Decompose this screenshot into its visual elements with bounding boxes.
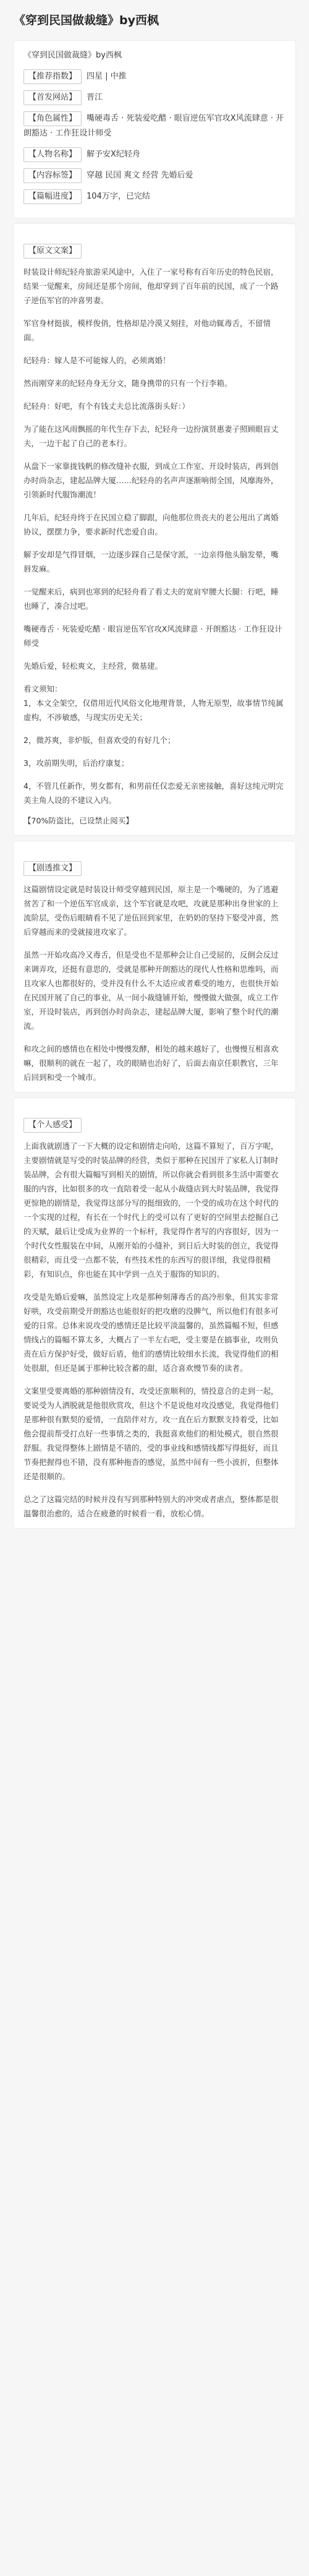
info-list xyxy=(23,69,286,204)
personal-paragraph: 上面我就剧透了一下大概的设定和剧情走向哈，这篇不算短了，百万字呢，主要剧情就是写受的时装品牌的经营，类似于那种在民国开了家私人订制时装品牌，会有很大篇幅写到相关的剧情，所以你就会看到很多生活中需要衣服的内容，比如很多的攻一直陪着受一起从小裁缝店到大时装品牌，我觉得更惊艳的剧情是，我觉得这部分写的挺细致的，一个受的成功在这个时代的一个实现的过程，有长在一个时代上的受可以有了更好的空间里去挖掘自己的天赋，最后让受成为业界的一个标杆，我觉得作者写的内容很好，因为一个时代女性服装在中间，从刚开始的小缝补，到日后大时装的创立，我觉得很精彩，而且受一点都不装，有些技术性的东西写的很详细，我觉得很精彩，有知识点，你也能在其中学到一点关于服饰的知识的。 xyxy=(23,1141,279,1279)
info-row xyxy=(23,69,286,84)
original-paragraph: 几年后，纪轻舟终于在民国立稳了脚跟，向他那位贵丧夫的老公甩出了离婚协议，摆摆力争，要求新时代恋爱自由。 xyxy=(23,513,279,536)
notice-item: 1，本文全架空，仅借用近代风俗文化地理背景，人物无原型，故事情节纯属虚构，不涉敏感，与现实历史无关； xyxy=(23,698,284,722)
original-paragraph: 先婚后爱，轻松爽文，主经营，微基建。 xyxy=(23,661,163,671)
original-paragraph: 从盘下一家靠拢钱帆的修改缝补衣服，到成立工作室、开设时装店，再到创办时尚杂志，建起品牌大厦……纪轻舟的名声声逐渐响彻全国，风靡海外，引领新时代服饰潮流！ xyxy=(23,462,279,499)
info-label: 【推荐指数】 xyxy=(23,69,82,84)
plot-text xyxy=(23,882,286,1084)
info-label: 【人物名称】 xyxy=(23,147,82,162)
original-paragraph: 纪轻舟：好吧，有个有钱丈夫总比流落街头好：） xyxy=(23,401,190,411)
original-paragraph: 解予安却是气得冒烟，一边逐步踩自己是保守派，一边亲得他头脑发晕，嘴唇发麻。 xyxy=(23,550,279,573)
info-row xyxy=(23,189,286,204)
personal-paragraph: 攻受是先婚后爱嘛，虽然设定上攻是那种刻薄毒舌的高冷形象，但其实非常好哄，攻受前期受开朗豁达也能很好的把攻磨的没脾气，所以他们有很多可爱的日常。总体来说攻受的感情还是比较平淡温馨的，虽然篇幅不短，但感情线占的篇幅不算太多，大概占了一半左右吧，受主要是在搞事业，攻则负责在后方保护好受，做好后盾，他们的感情比较细水长流，我觉得他们的相处很甜，但还是属于那种比较含蓄的甜，适合喜欢慢节奏的读者。 xyxy=(23,1292,279,1373)
notice-list xyxy=(23,696,286,807)
personal-header: 【个人感受】 xyxy=(23,1118,82,1133)
info-label: 【篇幅进度】 xyxy=(23,189,82,204)
original-paragraph: 然而刚穿来的纪轻舟身无分文，随身携带的只有一个行李箱。 xyxy=(23,379,232,388)
personal-section xyxy=(14,1098,295,1528)
original-paragraph: 嘴硬毒舌 · 死装爱吃醋 · 眼盲逆伍军官攻X风流肆意 · 开朗豁达 · 工作狂设计师受 xyxy=(23,624,282,648)
personal-paragraph: 文案里受要离婚的那种剧情没有，攻受还蛮顺利的，情投意合的走到一起，要说受为人洒脱就是他很欣赏攻，但这个不是说他对攻没感觉，我觉得他们是那种很有默契的爱情，一直陪伴对方，攻一直在后方默默支持着受，比如他会提前帮受打点好一些事情之类的，我挺喜欢他们的相处模式，很自然很舒服。我觉得整体上剧情是不错的，受的事业线和感情线都写得挺好，而且节奏把握得也不错，没有那种拖沓的感觉，虽然中间有一些小波折，但整体还是很顺的。 xyxy=(23,1386,279,1481)
original-paragraph: 为了能在这风雨飘摇的年代生存下去，纪轻舟一边扮演贤惠妻子照顾眼盲丈夫，一边干起了自己的老本行。 xyxy=(23,424,279,448)
original-text xyxy=(23,265,286,673)
info-value: 四星 | 中推 xyxy=(87,72,127,81)
original-paragraph: 纪轻舟：嫁人是不可能嫁人的，必须离婚！ xyxy=(23,356,171,365)
footer-space xyxy=(14,1534,295,1559)
info-value: 104万字，已完结 xyxy=(87,192,150,201)
plot-section xyxy=(14,841,295,1092)
notice-item: 3，攻前期失明，后治疗康复； xyxy=(23,758,129,768)
original-section xyxy=(14,224,295,835)
info-row xyxy=(23,168,286,183)
original-paragraph: 军官身材挺拔，模样俊俏，性格却是冷漠又刻挂，对他动辄毒舌，不留情面。 xyxy=(23,319,271,342)
plot-paragraph: 虽然一开始攻高冷又毒舌，但是受也不是那种会让自己受屈的，反倒会反过来调弄攻，还挺有意思的，受就是那种开朗豁达的现代人性格和思维吗，而且攻家人也都很好的，受并没有什么不太适应或者难受的地方，也很快开始在民国开展了自己的事业，从一间小裁缝铺开始，慢慢做大做强，成立工作室，开设时装店，再到创办时尚杂志，建起品牌大厦，影响了整个时代的潮流。 xyxy=(23,950,279,1031)
info-value: 晋江 xyxy=(87,93,103,102)
plot-header: 【剧透推文】 xyxy=(23,861,82,876)
book-card xyxy=(14,41,295,218)
original-paragraph: 时装设计师纪轻舟旅游采风途中，入住了一家号称有百年历史的特色民宿，结果一觉醒来，房间还是那个房间，他却穿到了百年前的民国，成了一个路子逆伍军官的冲喜男妻。 xyxy=(23,267,279,305)
plot-paragraph: 和攻之间的感情也在相处中慢慢发酵，相处的越来越好了，也慢慢互相喜欢嘛，很顺利的就在一起了，攻的眼睛也治好了，后面去南京任职教官，三年后回到和受一个城市。 xyxy=(23,1044,279,1082)
info-value: 嘴硬毒舌 · 死装爱吃醋 · 眼盲逆伍军官攻X风流肆意 · 开朗豁达 · 工作狂设计师受 xyxy=(23,114,284,138)
plot-paragraph: 这篇剧情设定就是时装设计师受穿越到民国，原主是一个嘴硬的，为了逃避贫苦了和一个逆伍军官成亲，这个军官就是攻吧，攻就是那种出身世家的上流阶层，受伤后眼睛看不见了逆伍回到家里，在奶奶的坚持下娶受冲喜，然后穿越而来的受就接进攻家了。 xyxy=(23,885,279,937)
page-title: 《穿到民国做裁缝》by西枫 xyxy=(14,14,159,27)
info-label: 【角色属性】 xyxy=(23,111,82,126)
ending-text: 总之了这篇完结的时候并没有写到那种特别大的冲突或者虐点，整体都是很温馨很治愈的，适合在疲惫的时候看一看，放松心情。 xyxy=(23,1495,279,1518)
info-value: 穿越 民国 爽文 经营 先婚后爱 xyxy=(87,171,193,180)
info-row xyxy=(23,90,286,105)
info-label: 【首发网站】 xyxy=(23,90,82,105)
info-label: 【内容标签】 xyxy=(23,168,82,183)
original-paragraph: 一觉醒来后，病到也寒到的纪轻舟看了看丈夫的宽肩窄腰大长腿：行吧，睡也睡了，凑合过吧。 xyxy=(23,587,279,611)
original-header: 【原文文案】 xyxy=(23,244,82,259)
info-row xyxy=(23,111,286,141)
info-row xyxy=(23,147,286,162)
notice-header: 看文须知： xyxy=(23,684,62,693)
info-value: 解予安X纪轻舟 xyxy=(87,150,140,159)
personal-text xyxy=(23,1139,286,1483)
notice-extra: 【70%防盗比，已设禁止阅买】 xyxy=(23,816,133,825)
notice-item: 2，微苏爽，非炉版，但喜欢受的有好几个； xyxy=(23,736,176,745)
notice-item: 4，不管几任新作，男女都有，和男前任仅恋爱无亲密接触，喜好这纯元明完美主角人设的不建议入内。 xyxy=(23,781,284,805)
book-line: 《穿到民国做裁缝》by西枫 xyxy=(23,51,122,60)
